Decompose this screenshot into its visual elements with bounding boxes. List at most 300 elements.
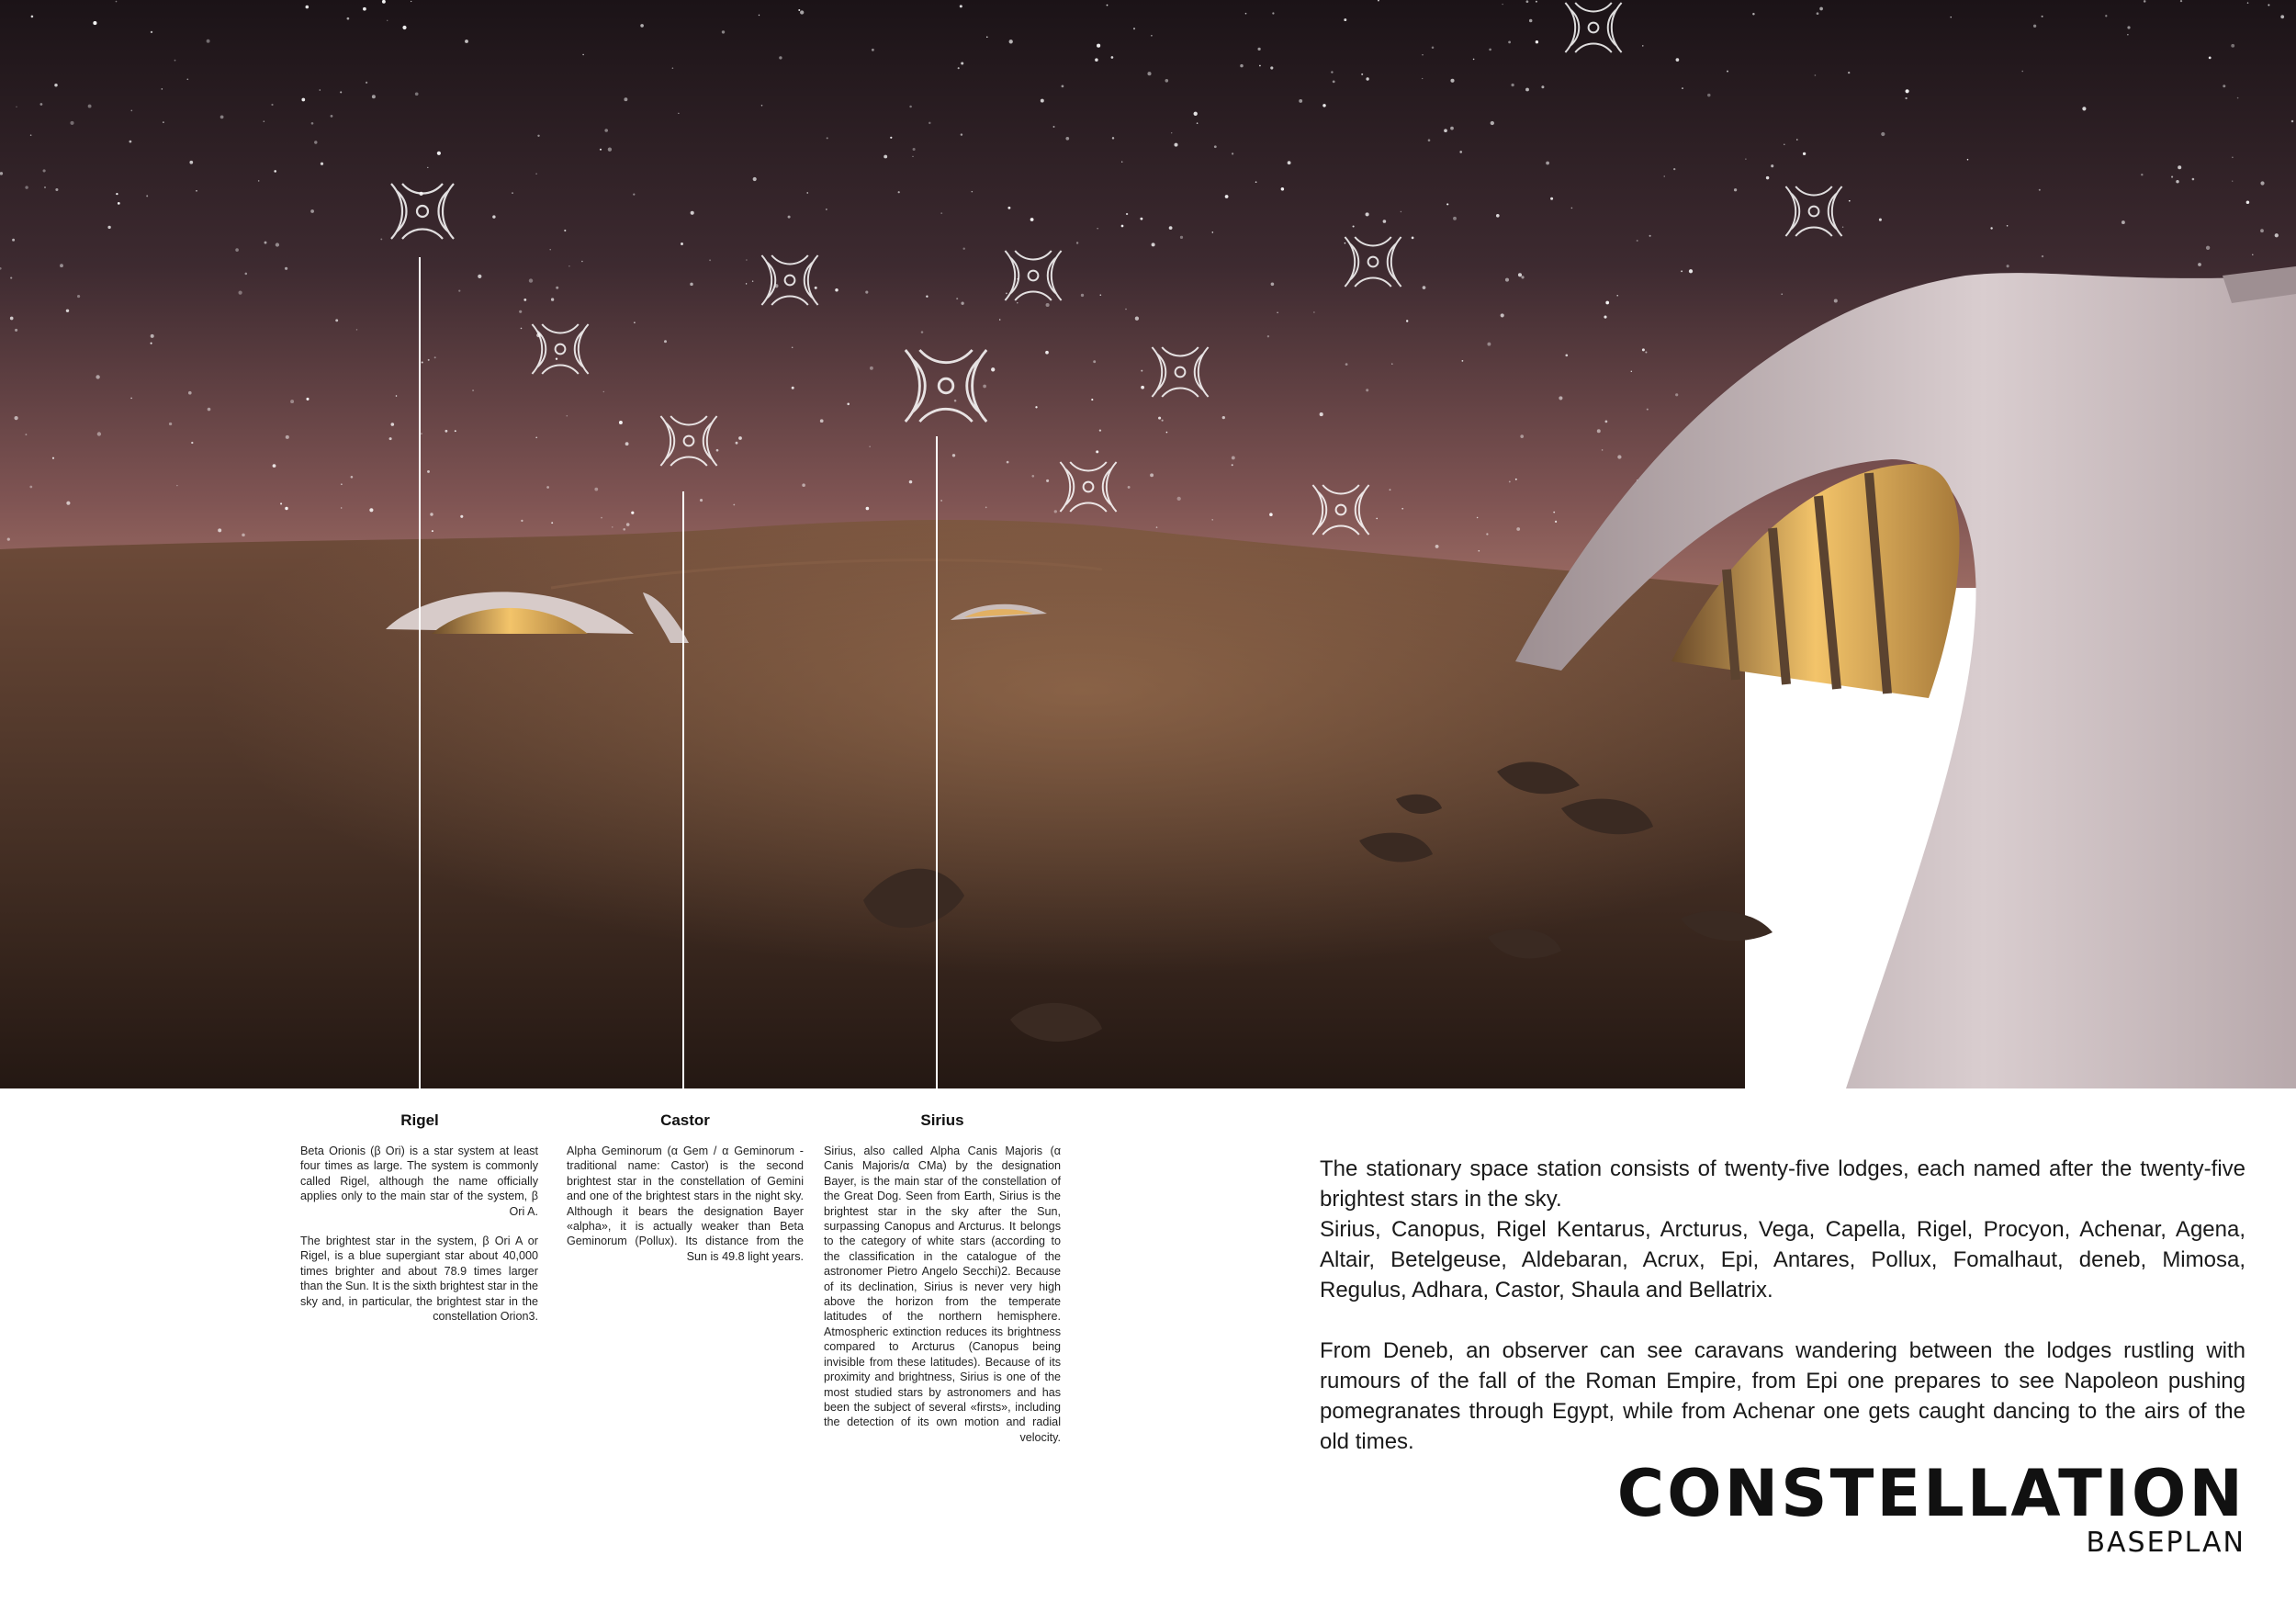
star [870,367,873,370]
star [1450,79,1454,83]
star [1555,521,1557,523]
star [929,122,930,124]
star [314,141,317,143]
star [753,177,757,181]
project-title: CONSTELLATION [1616,1456,2245,1531]
star [1299,99,1302,103]
star [341,483,343,485]
star [306,6,310,9]
star [962,247,964,249]
star [1605,301,1609,305]
star [1232,152,1233,154]
star [1796,139,1798,141]
star [1096,450,1098,453]
star [1100,294,1102,296]
star [733,504,735,506]
star [2144,0,2146,3]
star [52,457,54,459]
star [2007,265,2009,267]
star [162,88,163,90]
star [1487,343,1491,346]
star [1649,235,1651,237]
star [926,296,928,298]
star [189,161,193,164]
star [2260,181,2264,185]
star [835,288,838,292]
star [820,419,824,423]
star [1446,203,1448,205]
star [940,500,942,502]
star [551,298,554,300]
star [972,191,974,193]
star [1041,99,1044,103]
star [7,538,10,541]
star [1541,85,1544,88]
intro-paragraph-1: The stationary space station consists of twenty-five lodges, each named after the twenty-five brightest stars in the sky. [1320,1156,2245,1212]
star [746,259,748,261]
star [1257,48,1260,51]
star [14,416,17,420]
star [1093,360,1096,363]
star [1406,320,1408,321]
star [1009,39,1013,43]
star [341,507,342,508]
star [1331,71,1333,73]
star [310,209,314,213]
star [1128,486,1131,489]
star [1781,293,1783,295]
star [188,391,192,395]
star [521,520,523,522]
star [1240,64,1244,68]
star [1642,45,1643,46]
star [1017,302,1018,303]
star [276,242,279,246]
star [1097,44,1100,48]
star [427,470,430,473]
star [1553,512,1555,513]
star [2171,176,2173,178]
star [335,319,338,321]
star [96,375,99,378]
star [1162,420,1164,422]
star [1272,12,1274,14]
castor-description [567,1144,804,1279]
star [1637,240,1638,242]
star [93,21,96,25]
star [88,105,92,108]
star [1169,226,1173,230]
star [1642,348,1645,351]
star [1197,122,1199,124]
star [258,180,260,182]
star [1151,35,1153,37]
star [1245,13,1247,15]
star [1006,293,1007,295]
star [1344,18,1346,21]
star [97,432,101,435]
star [130,110,132,112]
star [2231,44,2234,48]
star [1990,227,1992,229]
star [884,155,887,159]
star [1107,5,1109,6]
sirius-paragraph-1: Sirius, also called Alpha Canis Majoris (α Canis Majoris/α CMa) by the designation Bayer, is the main star of the constellation of the Great Dog. Seen from Earth, Sirius is the brightest star in the sky after the Sun, surpassing Canopus and Arcturus. It belongs to the category of white stars (according to the classification in the catalogue of the astronomer Pietro Angelo Secchi)2. Because of its declination, Sirius is never very high above the horizon from the temperate latitudes of the northern hemisphere. Atmospheric extinction reduces its brightness compared to Arcturus (Canopus being invisible from these latitudes). Because of its proximity and brightness, Sirius is one of the most studied stars by astronomers and has been the subject of several «firsts», including the detection of its own motion and radial velocity. [824,1145,1061,1444]
star [1112,137,1114,139]
star [1453,217,1457,220]
star [1140,218,1142,220]
star [15,329,17,332]
star [1065,137,1069,141]
star [2127,26,2130,28]
star [722,30,725,33]
star [430,513,433,515]
star [1076,242,1078,243]
star [1602,449,1604,451]
star [1478,550,1480,552]
star [2209,57,2212,60]
star [1906,89,1909,93]
star [1689,269,1693,273]
star [1815,74,1817,76]
star [827,137,828,139]
star [176,485,177,486]
star [1631,371,1632,372]
star [535,173,537,175]
star [1525,88,1529,92]
star [2141,174,2143,175]
star [2042,255,2043,257]
star [1676,58,1680,62]
star [2291,120,2294,123]
star [472,389,474,391]
star [369,508,373,512]
star [792,347,793,349]
star [1267,335,1269,337]
star [1745,158,1746,159]
star [30,134,32,136]
star [445,430,447,433]
star [1529,19,1533,23]
star [633,193,635,195]
star [382,0,386,4]
castor-title: Castor [660,1111,710,1129]
star [623,528,625,531]
star [2260,229,2264,232]
star [372,95,376,98]
star [340,91,342,93]
star [909,106,912,108]
star [274,170,276,173]
star [581,261,583,263]
star [865,291,868,294]
star [802,483,805,487]
star [752,280,753,281]
star [10,277,12,279]
star [1771,164,1773,167]
star [2232,181,2233,182]
star [568,265,569,266]
star [55,188,58,191]
star [25,186,28,188]
star [306,398,309,400]
star [1681,270,1683,272]
star [1383,220,1387,223]
star [1152,242,1155,246]
star [736,442,738,445]
star [285,507,287,510]
star [940,212,942,214]
star [66,502,70,505]
star [351,476,354,479]
star [25,434,27,435]
star [465,39,468,43]
star [290,400,294,403]
star [626,523,630,526]
star [798,9,800,11]
star [991,367,995,371]
star [1450,127,1454,130]
star [681,242,683,245]
star [1212,231,1214,233]
star [1550,197,1553,200]
star [2206,246,2210,250]
star [1174,143,1177,147]
star [1255,181,1257,183]
star [634,321,636,323]
star [2042,16,2043,17]
star [564,230,566,231]
star [271,104,273,106]
star [1597,429,1601,433]
star [1967,159,1969,161]
star [422,362,423,364]
star [866,507,870,511]
star [2268,4,2269,6]
star [387,20,388,21]
star [286,435,289,439]
star [264,242,267,244]
star [40,103,43,106]
star [2180,0,2182,2]
star [761,105,763,107]
project-subtitle: BASEPLAN [2086,1527,2245,1559]
star [207,39,210,43]
star [546,486,549,489]
star [389,437,392,440]
star [1401,508,1403,510]
star [806,192,807,193]
star [512,192,513,194]
star [31,16,34,18]
star [921,331,924,333]
star [239,291,242,295]
star [428,359,430,361]
star [1784,144,1785,146]
star [700,499,703,502]
star [759,15,760,16]
star [2178,165,2181,169]
star [1361,73,1363,75]
rigel-paragraph-1: Beta Orionis (β Ori) is a star system at least four times as large. The system is commonly called Rigel, although the name officially applies only to the main star of the system, β Ori A. [300,1145,538,1218]
star [549,249,550,250]
star [320,89,321,91]
star [815,287,817,289]
star [690,283,693,287]
star [1428,139,1431,141]
star [1505,278,1509,282]
star [898,191,900,193]
star [1271,282,1275,286]
star [912,156,913,157]
star [1232,464,1233,466]
star [1366,212,1369,216]
star [600,149,602,151]
star [70,121,73,125]
star [363,7,366,11]
star [1313,311,1314,312]
star [478,275,481,278]
star [2232,157,2234,159]
star [1158,417,1161,420]
star [460,515,463,518]
star [1232,456,1235,459]
star [311,122,314,125]
star [956,298,958,299]
star [1320,412,1323,416]
star [280,502,282,504]
star [118,202,120,205]
star [608,148,612,152]
star [163,121,164,123]
star [1214,145,1217,148]
star [2280,15,2284,18]
star [1091,399,1093,400]
star [264,120,265,122]
star [1126,213,1128,215]
star [1546,162,1549,165]
star [1444,129,1447,132]
star [220,116,224,119]
star [2007,225,2009,227]
star [458,290,460,292]
star [2082,107,2086,110]
star [678,113,679,114]
star [985,507,987,509]
star [1496,214,1500,218]
star [1766,176,1769,179]
star [1150,473,1154,477]
star [1211,519,1212,520]
star [1435,545,1439,548]
star [434,356,436,358]
star [151,31,152,33]
star [2105,15,2107,17]
star [347,17,350,20]
sirius-title: Sirius [920,1111,964,1129]
star [869,446,870,447]
star [1819,7,1823,11]
star [1571,208,1573,209]
star [1376,518,1378,520]
star [1156,526,1158,528]
star [1707,94,1710,96]
star [1508,41,1511,44]
star [492,215,495,218]
star [285,267,287,270]
star [1422,54,1423,55]
star [1121,162,1122,163]
star [1259,65,1261,67]
star [415,92,419,96]
star [191,442,193,444]
star [872,49,874,51]
star [2252,254,2253,255]
star [77,295,80,298]
star [582,54,583,55]
star [954,400,957,402]
star [380,238,382,240]
star [390,423,394,426]
star [235,248,239,252]
star [218,528,221,532]
star [716,449,719,452]
star [2223,85,2225,87]
star [2033,25,2036,28]
star [2275,233,2279,237]
star [29,486,32,489]
star [1520,434,1524,438]
star [909,480,913,484]
star [2122,220,2125,224]
star [624,97,627,101]
star [44,186,46,188]
star [961,302,963,305]
star [273,464,276,468]
star [331,115,333,118]
intro-paragraph-3: From Deneb, an observer can see caravans wandering between the lodges rustling with rumours of the fall of the Roman Empire, from Epi one prepares to see Napoleon pushing pomegranates through Egypt, while from Achenar one gets caught dancing to the airs of the old times. [1320,1338,2245,1454]
star [421,433,422,434]
star [664,340,667,343]
star [130,398,132,400]
star [519,310,522,313]
star [1412,237,1414,240]
star [800,10,804,14]
star [1133,28,1135,29]
star [1366,389,1368,391]
star [12,239,15,242]
star [1473,59,1475,61]
rigel-title: Rigel [400,1111,439,1129]
star [1391,363,1393,365]
star [958,67,960,69]
rigel-paragraph-2: The brightest star in the system, β Ori A or Rigel, is a blue supergiant star about 40,000 times brighter and about 78.9 times larger than the Sun. It is the sixth brightest star in the sky and, in particular, the brightest star in the constellation Orion3. [300,1235,539,1324]
star [960,5,962,7]
star [1121,225,1124,228]
star [1045,351,1049,355]
star [356,329,358,331]
star [1353,225,1355,227]
star [1477,517,1478,518]
star [1817,12,1819,15]
star [1502,4,1503,5]
star [625,442,629,445]
star [1225,195,1229,198]
star [999,319,1001,321]
castor-paragraph-1: Alpha Geminorum (α Gem / α Geminorum - traditional name: Castor) is the second brightest star in the constellation of Gemini and one of the brightest stars in the night sky. Although it bears the designation Bayer «alpha», it is actually weaker than Beta Geminorum (Pollux). Its distance from the Sun is 49.8 light years. [567,1145,804,1263]
star [1604,316,1606,319]
star [169,423,172,425]
